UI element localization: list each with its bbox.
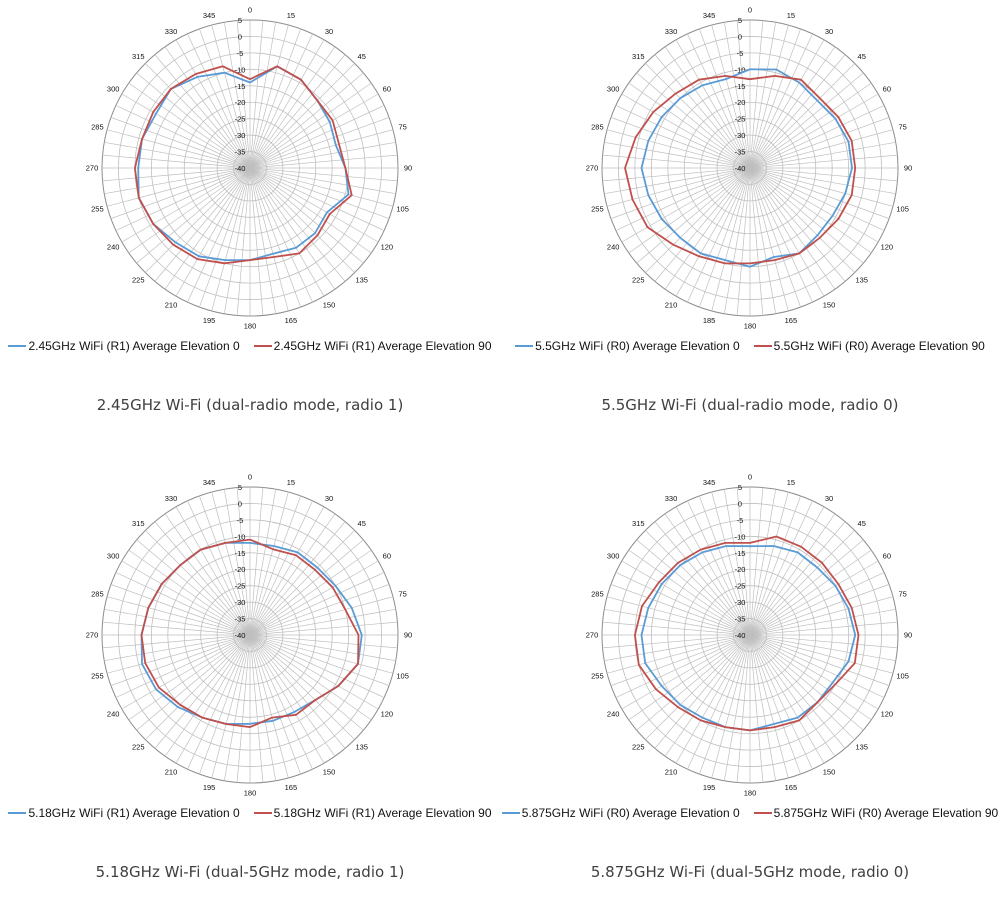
legend-swatch-blue [8,345,26,347]
grid-spoke [107,168,250,206]
angle-tick-label: 135 [855,742,868,752]
grid-spoke [712,25,750,168]
angle-tick-label: 45 [357,51,366,61]
angle-tick-label: 270 [585,163,599,173]
radial-tick-label: -10 [734,532,746,542]
angle-tick-label: 0 [247,5,253,15]
radial-tick-label: -15 [734,81,746,91]
radial-tick-label: -5 [236,515,244,525]
polar-plot-area [500,0,1000,335]
grid-spoke [237,168,250,315]
grid-spoke [187,635,250,769]
radial-tick-label: -5 [736,48,744,58]
angle-tick-label: 165 [784,316,798,326]
grid-spoke [250,168,263,315]
grid-spoke [750,635,813,769]
angle-tick-label: 180 [743,321,757,331]
angle-tick-label: 210 [164,300,178,310]
legend-label: 2.45GHz WiFi (R1) Average Elevation 0 [28,339,240,353]
grid-spoke [250,168,393,206]
angle-tick-label: 0 [247,472,253,482]
grid-spoke [250,155,397,168]
angle-tick-label: 345 [702,10,716,20]
grid-spoke [187,168,250,302]
legend-item-elevation-90 [254,804,492,822]
angle-tick-label: 135 [355,275,368,285]
grid-spoke [250,488,263,635]
grid-spoke [607,168,750,206]
radial-tick-label: -20 [734,98,746,108]
angle-tick-label: 240 [106,709,120,719]
angle-tick-label: 75 [898,589,907,599]
grid-spoke [212,25,250,168]
angle-tick-label: 195 [202,316,216,326]
angle-tick-label: 270 [85,630,99,640]
grid-spoke [250,572,384,635]
angle-tick-label: 105 [896,671,909,681]
angle-tick-label: 45 [357,518,366,528]
grid-spoke [750,635,788,778]
angle-tick-label: 45 [857,51,866,61]
angle-tick-label: 60 [882,551,892,561]
legend-label: 5.18GHz WiFi (R1) Average Elevation 0 [28,806,240,820]
angle-tick-label: 0 [747,5,753,15]
angle-tick-label: 135 [855,275,868,285]
angle-tick-label: 15 [786,477,796,487]
legend-item-elevation-90 [254,337,492,355]
angle-tick-label: 240 [106,242,120,252]
grid-spoke [737,168,750,315]
radial-tick-label: 0 [237,32,243,42]
angle-tick-label: 165 [284,316,298,326]
radial-tick-label: -30 [234,598,246,608]
radial-tick-label: -20 [234,98,246,108]
grid-spoke [603,622,750,635]
chart-legend [0,804,500,822]
grid-spoke [250,635,288,778]
grid-spoke [603,155,750,168]
grid-spoke [250,597,393,635]
grid-spoke [234,488,250,635]
angle-tick-label: 30 [824,493,834,503]
legend-label: 5.5GHz WiFi (R0) Average Elevation 90 [773,339,985,353]
angle-tick-label: 225 [632,275,645,285]
grid-spoke [250,168,397,181]
grid-spoke [750,168,763,315]
angle-tick-label: 330 [164,493,178,503]
angle-tick-label: 285 [591,589,604,599]
grid-spoke [212,635,250,778]
grid-spoke [250,34,313,168]
grid-spoke [712,492,750,635]
radial-tick-label: -20 [234,565,246,575]
grid-spoke [250,635,384,698]
grid-spoke [250,622,397,635]
radial-tick-label: -35 [234,614,246,624]
radial-tick-label: -20 [734,565,746,575]
angle-tick-label: 345 [702,477,716,487]
grid-spoke [212,168,250,311]
radial-tick-label: 5 [737,16,743,25]
polar-plot-area [0,0,500,335]
radial-tick-label: -40 [234,164,246,173]
legend-item-elevation-90 [754,337,985,355]
polar-chart-2-45ghz [0,0,500,447]
chart-legend [500,337,1000,355]
radial-tick-label: -40 [734,631,746,640]
legend-label: 5.18GHz WiFi (R1) Average Elevation 90 [273,806,492,820]
angle-tick-label: 105 [396,671,409,681]
angle-tick-label: 300 [606,551,620,561]
legend-swatch-blue [515,345,533,347]
angle-tick-label: 225 [632,742,645,752]
grid-spoke [616,572,750,635]
radial-tick-label: -30 [234,131,246,141]
angle-tick-label: 270 [585,630,599,640]
grid-spoke [116,572,250,635]
angle-tick-label: 195 [702,783,716,793]
radial-tick-label: -15 [734,548,746,558]
chart-caption: 5.875GHz Wi-Fi (dual-5GHz mode, radio 0) [590,863,910,881]
grid-spoke [250,168,288,311]
grid-spoke [250,105,384,168]
angle-tick-label: 315 [132,518,145,528]
angle-tick-label: 185 [702,316,716,326]
grid-spoke [250,501,313,635]
polar-chart-5-5ghz [500,0,1000,447]
grid-spoke [712,635,750,778]
grid-spoke [750,597,893,635]
grid-spoke [750,168,884,231]
angle-tick-label: 165 [784,783,798,793]
angle-tick-label: 240 [606,709,620,719]
chart-caption: 5.18GHz Wi-Fi (dual-5GHz mode, radio 1) [95,863,405,881]
legend-item-elevation-90 [754,804,999,822]
radial-tick-label: -25 [234,114,246,124]
angle-tick-label: 330 [664,493,678,503]
angle-tick-label: 165 [284,783,298,793]
grid-spoke [687,635,750,769]
grid-spoke [603,635,750,648]
radial-tick-label: -10 [234,532,246,542]
grid-spoke [750,492,788,635]
radial-tick-label: 5 [737,483,743,492]
radial-tick-label: -25 [734,114,746,124]
angle-tick-label: 285 [91,122,104,132]
grid-spoke [237,635,250,782]
grid-spoke [103,168,250,181]
grid-spoke [750,501,813,635]
grid-spoke [750,168,788,311]
radial-tick-label: -40 [734,164,746,173]
angle-tick-label: 150 [822,300,836,310]
legend-item-elevation-0 [8,804,239,822]
grid-spoke [750,34,813,168]
radial-tick-label: -5 [236,48,244,58]
grid-spoke [750,635,763,782]
angle-tick-label: 60 [382,84,392,94]
grid-spoke [107,597,250,635]
angle-tick-label: 150 [322,767,336,777]
angle-tick-label: 30 [324,26,334,36]
angle-tick-label: 75 [398,122,407,132]
grid-spoke [750,635,884,698]
angle-tick-label: 300 [106,84,120,94]
angle-tick-label: 300 [606,84,620,94]
legend-item-elevation-0 [502,804,740,822]
grid-spoke [750,25,788,168]
grid-spoke [103,635,250,648]
angle-tick-label: 225 [132,742,145,752]
grid-spoke [750,105,884,168]
radial-tick-label: 0 [737,499,743,509]
angle-tick-label: 210 [664,767,678,777]
angle-tick-label: 345 [202,10,216,20]
angle-tick-label: 90 [903,163,913,173]
angle-tick-label: 195 [202,783,216,793]
angle-tick-label: 15 [786,10,796,20]
grid-spoke [250,635,397,648]
angle-tick-label: 180 [243,321,257,331]
grid-spoke [750,635,893,673]
grid-spoke [250,635,393,673]
radial-tick-label: 5 [237,16,243,25]
grid-spoke [250,168,384,231]
grid-spoke [107,635,250,673]
radial-tick-label: -40 [234,631,246,640]
grid-spoke [250,25,288,168]
radial-tick-label: -5 [736,515,744,525]
angle-tick-label: 315 [632,518,645,528]
legend-swatch-red [254,812,272,814]
angle-tick-label: 120 [380,709,394,719]
angle-tick-label: 210 [164,767,178,777]
grid-spoke [687,168,750,302]
grid-spoke [750,635,897,648]
angle-tick-label: 255 [91,204,104,214]
angle-tick-label: 300 [106,551,120,561]
polar-plot-area [500,467,1000,802]
grid-spoke [607,635,750,673]
chart-legend [500,804,1000,822]
grid-spoke [734,488,750,635]
angle-tick-label: 270 [85,163,99,173]
radial-tick-label: -30 [734,131,746,141]
grid-spoke [234,21,250,168]
polar-chart-5-875ghz [500,467,1000,914]
grid-spoke [750,622,897,635]
radial-tick-label: -35 [734,614,746,624]
grid-spoke [750,155,897,168]
angle-tick-label: 15 [286,10,296,20]
angle-tick-label: 135 [355,742,368,752]
angle-tick-label: 330 [664,26,678,36]
grid-spoke [607,597,750,635]
legend-swatch-blue [502,812,520,814]
angle-tick-label: 150 [822,767,836,777]
grid-spoke [116,105,250,168]
polar-chart-5-18ghz [0,467,500,914]
angle-tick-label: 255 [591,204,604,214]
grid-spoke [734,21,750,168]
legend-item-elevation-0 [515,337,740,355]
grid-spoke [250,168,313,302]
radial-tick-label: -10 [234,65,246,75]
legend-label: 2.45GHz WiFi (R1) Average Elevation 90 [273,339,492,353]
angle-tick-label: 105 [396,204,409,214]
angle-tick-label: 180 [743,788,757,798]
angle-tick-label: 240 [606,242,620,252]
legend-label: 5.875GHz WiFi (R0) Average Elevation 90 [773,806,999,820]
angle-tick-label: 330 [164,26,178,36]
angle-tick-label: 75 [898,122,907,132]
angle-tick-label: 315 [632,51,645,61]
chart-caption: 2.45GHz Wi-Fi (dual-radio mode, radio 1) [96,396,404,414]
grid-spoke [750,488,763,635]
grid-spoke [712,168,750,311]
grid-spoke [250,492,288,635]
angle-tick-label: 150 [322,300,336,310]
grid-spoke [250,21,263,168]
legend-swatch-red [754,345,772,347]
angle-tick-label: 120 [880,709,894,719]
grid-spoke [212,492,250,635]
legend-item-elevation-0 [8,337,239,355]
radial-tick-label: 0 [237,499,243,509]
grid-spoke [750,130,893,168]
grid-spoke [607,130,750,168]
legend-swatch-blue [8,812,26,814]
angle-tick-label: 90 [403,630,413,640]
radial-tick-label: 0 [737,32,743,42]
grid-spoke [750,168,893,206]
grid-spoke [250,635,313,769]
grid-spoke [250,130,393,168]
radial-tick-label: 5 [237,483,243,492]
angle-tick-label: 90 [903,630,913,640]
radial-tick-label: -35 [234,147,246,157]
angle-tick-label: 30 [824,26,834,36]
chart-caption: 5.5GHz Wi-Fi (dual-radio mode, radio 0) [601,396,899,414]
legend-swatch-red [754,812,772,814]
angle-tick-label: 285 [91,589,104,599]
grid-spoke [103,155,250,168]
angle-tick-label: 75 [398,589,407,599]
angle-tick-label: 30 [324,493,334,503]
grid-spoke [750,168,813,302]
legend-label: 5.5GHz WiFi (R0) Average Elevation 0 [535,339,740,353]
angle-tick-label: 255 [591,671,604,681]
grid-spoke [750,168,897,181]
angle-tick-label: 255 [91,671,104,681]
radial-tick-label: -15 [234,548,246,558]
angle-tick-label: 345 [202,477,216,487]
angle-tick-label: 120 [380,242,394,252]
grid-spoke [750,572,884,635]
angle-tick-label: 45 [857,518,866,528]
angle-tick-label: 315 [132,51,145,61]
radial-tick-label: -25 [734,581,746,591]
angle-tick-label: 180 [243,788,257,798]
radial-tick-label: -30 [734,598,746,608]
grid-spoke [116,635,250,698]
radial-tick-label: -15 [234,81,246,91]
polar-plot-area [0,467,500,802]
grid-spoke [737,635,750,782]
angle-tick-label: 15 [286,477,296,487]
radial-tick-label: -25 [234,581,246,591]
radial-tick-label: -35 [734,147,746,157]
angle-tick-label: 210 [664,300,678,310]
grid-spoke [103,622,250,635]
grid-spoke [250,635,263,782]
angle-tick-label: 90 [403,163,413,173]
angle-tick-label: 60 [382,551,392,561]
radial-tick-label: -10 [734,65,746,75]
chart-legend [0,337,500,355]
angle-tick-label: 0 [747,472,753,482]
angle-tick-label: 105 [896,204,909,214]
angle-tick-label: 120 [880,242,894,252]
grid-spoke [107,130,250,168]
grid-spoke [616,168,750,231]
legend-swatch-red [254,345,272,347]
grid-spoke [750,21,763,168]
angle-tick-label: 225 [132,275,145,285]
legend-label: 5.875GHz WiFi (R0) Average Elevation 0 [521,806,740,820]
angle-tick-label: 60 [882,84,892,94]
angle-tick-label: 285 [591,122,604,132]
